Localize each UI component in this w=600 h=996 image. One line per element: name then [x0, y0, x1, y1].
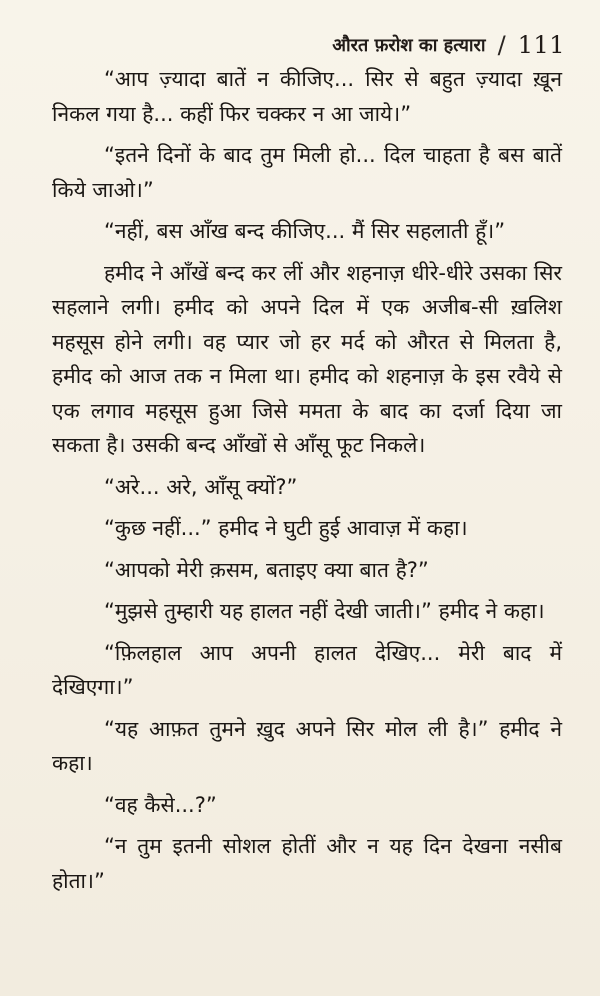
- paragraph: “आप ज़्यादा बातें न कीजिए... सिर से बहुत ज़्यादा ख़ून निकल गया है... कहीं फिर चक्कर न आ जाये।”: [52, 67, 562, 126]
- paragraph: “फ़िलहाल आप अपनी हालत देखिए... मेरी बाद में देखिएगा।”: [52, 640, 562, 699]
- paragraph: “अरे... अरे, आँसू क्यों?”: [104, 474, 298, 499]
- header-separator: /: [497, 31, 506, 59]
- paragraph: “मुझसे तुम्हारी यह हालत नहीं देखी जाती।” हमीद ने कहा।: [104, 599, 545, 623]
- paragraph: “कुछ नहीं...” हमीद ने घुटी हुई आवाज़ में कहा।: [104, 516, 468, 540]
- paragraph: “आपको मेरी क़सम, बताइए क्या बात है?”: [104, 557, 429, 582]
- paragraph: “न तुम इतनी सोशल होतीं और न यह दिन देखना नसीब होता।”: [52, 834, 562, 893]
- page-body: [52, 62, 562, 898]
- page-number: 111: [517, 31, 565, 59]
- running-title: औरत फ़रोश का हत्यारा: [332, 35, 486, 56]
- paragraph: “वह कैसे...?”: [104, 792, 217, 817]
- paragraph: हमीद ने आँखें बन्द कर लीं और शहनाज़ धीरे-धीरे उसका सिर सहलाने लगी। हमीद को अपने दिल में एक अजीब-सी ख़लिश महसूस होने लगी। वह प्यार जो हर मर्द को औरत से मिलता है, हमीद को आज तक न मिला था। हमीद को शहनाज़ के इस रवैये से एक लगाव महसूस हुआ जिसे ममता के बाद का दर्जा दिया जा सकता है। उसकी बन्द आँखों से आँसू फूट निकले।: [52, 260, 562, 457]
- paragraph: “इतने दिनों के बाद तुम मिली हो... दिल चाहता है बस बातें किये जाओ।”: [52, 143, 562, 202]
- paragraph: “नहीं, बस आँख बन्द कीजिए... मैं सिर सहलाती हूँ।”: [104, 219, 506, 243]
- paragraph: “यह आफ़त तुमने ख़ुद अपने सिर मोल ली है।” हमीद ने कहा।: [52, 716, 562, 775]
- page-header: [280, 30, 565, 60]
